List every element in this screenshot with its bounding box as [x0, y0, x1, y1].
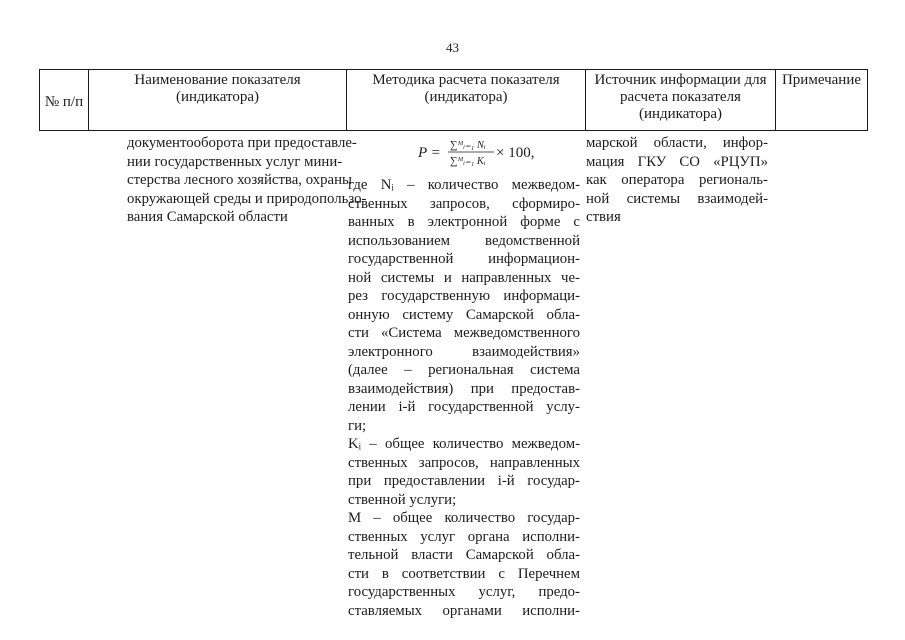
text-line: (далее – региональная система — [348, 362, 580, 378]
text-line: М – общее количество государ- — [348, 510, 580, 526]
text-line: взаимодействия) при предостав- — [348, 380, 580, 397]
text-line: ствия — [586, 209, 621, 225]
text-line: тельной власти Самарской обла- — [348, 547, 580, 563]
text-line: электронного взаимодействия» — [348, 343, 580, 360]
formula-graphic — [384, 134, 544, 170]
text-line: онную систему Самарской обла- — [348, 306, 580, 323]
text-line: сти в соответствии с Перечнем — [348, 565, 580, 582]
table-header — [39, 69, 868, 131]
text-line: рез государственную информаци- — [348, 288, 580, 304]
text-line: ной системы взаимодей- — [586, 190, 768, 207]
text-line: вания Самарской области — [127, 209, 288, 225]
formula-lhs: P = — [418, 145, 441, 161]
text-line: государственных услуг, предо- — [348, 584, 580, 600]
text-line: при предоставлении i-й государ- — [348, 473, 580, 489]
formula-rhs: × 100, — [496, 145, 535, 161]
text-line: сти «Система межведомственного — [348, 325, 580, 341]
text-line: как оператора региональ- — [586, 172, 768, 188]
text-line: где Nᵢ – количество межведом- — [348, 177, 580, 193]
text-line: ственных запросов, сформиро- — [348, 195, 580, 212]
text-line: государственной информацион- — [348, 251, 580, 267]
text-line: марской области, инфор- — [586, 135, 768, 151]
text-line: окружающей среды и природопользо- — [127, 190, 367, 207]
text-line: лении i-й государственной услу- — [348, 399, 580, 415]
text-line: ственных услуг органа исполни- — [348, 528, 580, 545]
formula — [348, 134, 580, 170]
text-line: ственных запросов, направленных — [348, 454, 580, 471]
header-cell-source: Источник информации для расчета показателя (индикатора) — [586, 70, 776, 131]
text-line: ставляемых органами исполни- — [348, 602, 580, 619]
text-line: ной системы и направленных че- — [348, 269, 580, 286]
method-text — [348, 132, 580, 620]
indicator-name-text — [127, 134, 367, 227]
text-line: ги; — [348, 417, 367, 434]
text-line: документооборота при предоставле- — [127, 135, 357, 151]
header-cell-method: Методика расчета показателя (индикатора) — [347, 70, 586, 131]
text-line: ванных в электронной форме с — [348, 214, 580, 230]
text-line: мация ГКУ СО «РЦУП» — [586, 153, 768, 170]
text-line: стерства лесного хозяйства, охраны — [127, 172, 352, 188]
text-line: ственной услуги; — [348, 491, 457, 508]
text-line: нии государственных услуг мини- — [127, 153, 343, 170]
header-cell-number: № п/п — [40, 70, 89, 131]
page-number: 43 — [446, 40, 459, 55]
source-text — [586, 134, 768, 227]
text-line: использованием ведомственной — [348, 232, 580, 249]
header-cell-name: Наименование показателя (индикатора) — [89, 70, 347, 131]
header-cell-note: Примечание — [776, 70, 868, 131]
formula-denominator: ∑ᴹᵢ₌₁ Kᵢ — [450, 156, 486, 167]
text-line: Kᵢ – общее количество межведом- — [348, 436, 580, 452]
formula-numerator: ∑ᴹᵢ₌₁ Nᵢ — [450, 140, 486, 151]
